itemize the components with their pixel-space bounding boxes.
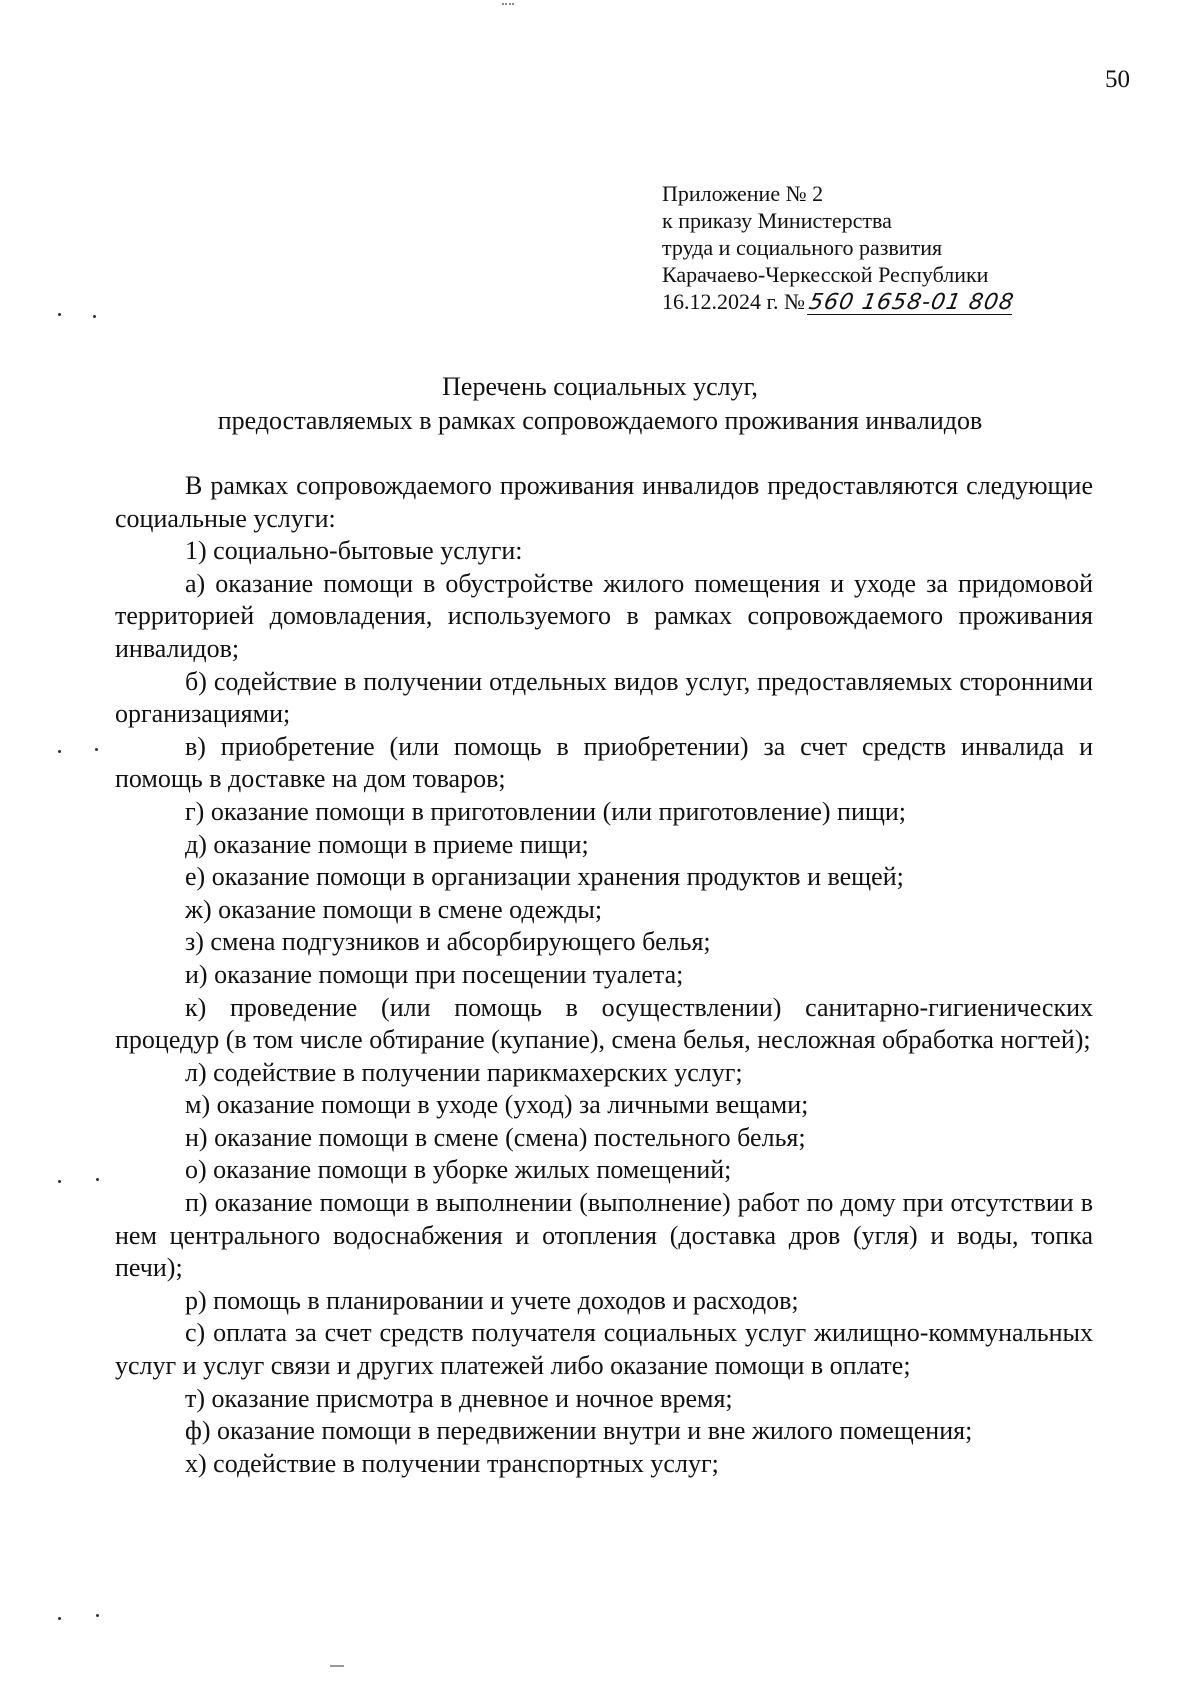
service-item: б) содействие в получении отдельных видов услуг, предоставляемых сторонними организациями; xyxy=(115,666,1093,729)
margin-dot xyxy=(95,748,98,751)
service-item: и) оказание помощи при посещении туалета; xyxy=(185,959,684,989)
service-item: ф) оказание помощи в передвижении внутри и вне жилого помещения; xyxy=(185,1416,973,1446)
document-body xyxy=(115,470,1093,1480)
page-number: 50 xyxy=(1105,66,1130,93)
appendix-date: 16.12.2024 г. № xyxy=(662,289,806,314)
service-item: п) оказание помощи в выполнении (выполнение) работ по дому при отсутствии в нем центрального водоснабжения и отопления (доставка дров (угля) и воды, топка печи); xyxy=(115,1188,1093,1283)
service-item: з) смена подгузников и абсорбирующего белья; xyxy=(185,927,711,957)
appendix-title: Приложение № 2 xyxy=(662,181,824,206)
service-item: а) оказание помощи в обустройстве жилого помещения и уходе за придомовой территорией домовладения, используемого в рамках сопровождаемого проживания инвалидов; xyxy=(115,568,1093,663)
handwritten-order-number: 560 1658-01 808 xyxy=(807,290,1017,315)
service-item: е) оказание помощи в организации хранения продуктов и вещей; xyxy=(185,862,904,892)
appendix-order-ref: к приказу Министерства xyxy=(662,208,892,233)
margin-dot xyxy=(96,1614,99,1617)
appendix-ministry: труда и социального развития xyxy=(662,235,943,260)
margin-dot xyxy=(96,1178,99,1181)
appendix-republic: Карачаево-Черкесской Республики xyxy=(662,262,989,287)
service-item: л) содействие в получении парикмахерских услуг; xyxy=(185,1057,743,1087)
service-item: р) помощь в планировании и учете доходов и расходов; xyxy=(185,1285,799,1315)
service-item: о) оказание помощи в уборке жилых помещений; xyxy=(185,1155,732,1185)
title-line-2: предоставляемых в рамках сопровождаемого проживания инвалидов xyxy=(217,406,983,435)
title-line-1: Перечень социальных услуг, xyxy=(442,372,758,401)
service-item: в) приобретение (или помощь в приобретении) за счет средств инвалида и помощь в доставке на дом товаров; xyxy=(115,731,1093,794)
service-item: ж) оказание помощи в смене одежды; xyxy=(185,894,603,924)
service-item: с) оплата за счет средств получателя социальных услуг жилищно-коммунальных услуг и услуг связи и других платежей либо оказание помощи в оплате; xyxy=(115,1318,1093,1381)
service-item: г) оказание помощи в приготовлении (или приготовление) пищи; xyxy=(185,796,907,826)
margin-dot xyxy=(58,313,61,316)
document-title xyxy=(0,370,1200,438)
service-item: к) проведение (или помощь в осуществлении) санитарно-гигиенических процедур (в том числе обтирание (купание), смена белья, несложная обработка ногтей); xyxy=(115,992,1093,1055)
section-heading: 1) социально-бытовые услуги: xyxy=(185,536,523,566)
appendix-header xyxy=(662,180,1102,315)
service-item: д) оказание помощи в приеме пищи; xyxy=(185,829,589,859)
margin-dot xyxy=(58,1617,61,1620)
margin-dot xyxy=(58,750,61,753)
service-item: т) оказание присмотра в дневное и ночное время; xyxy=(185,1383,733,1413)
appendix-date-number xyxy=(662,288,1102,315)
service-item: м) оказание помощи в уходе (уход) за личными вещами; xyxy=(185,1090,809,1120)
margin-dot xyxy=(93,315,96,318)
service-item: н) оказание помощи в смене (смена) постельного белья; xyxy=(185,1122,806,1152)
intro-paragraph: В рамках сопровождаемого проживания инвалидов предоставляются следующие социальные услуги: xyxy=(115,471,1093,533)
scan-artifact-top xyxy=(502,0,514,5)
service-item: х) содействие в получении транспортных услуг; xyxy=(185,1448,719,1478)
scan-artifact-bottom xyxy=(330,1665,344,1667)
margin-dot xyxy=(58,1180,61,1183)
